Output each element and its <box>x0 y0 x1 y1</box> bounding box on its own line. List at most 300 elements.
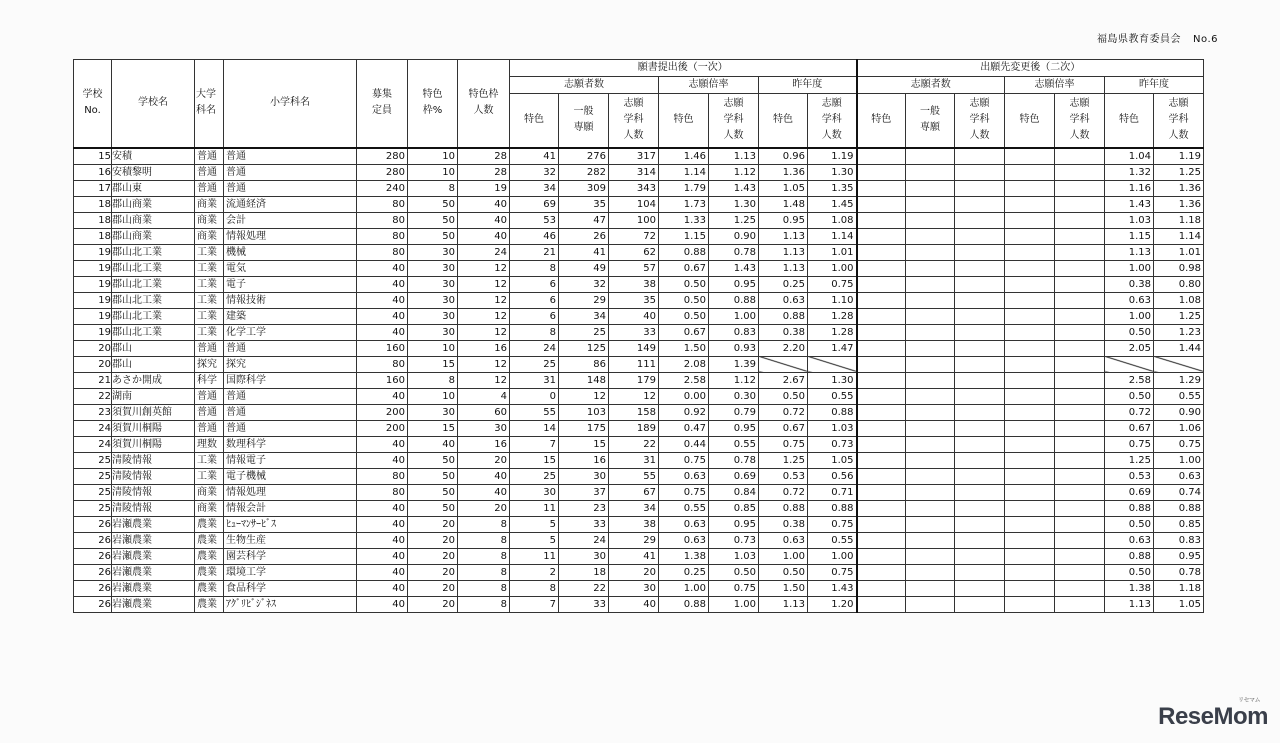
cell-g1-ratio-special: 1.38 <box>659 548 709 564</box>
cell-g1-ratio-special: 0.25 <box>659 564 709 580</box>
cell-capacity: 40 <box>357 308 408 324</box>
cell-g2-general <box>906 420 955 436</box>
cell-g2-prev-total: 0.83 <box>1154 532 1204 548</box>
cell-g2-ratio-total <box>1055 532 1105 548</box>
cell-faculty: 理数 <box>195 436 224 452</box>
cell-g1-prev-total: 0.88 <box>808 404 857 420</box>
table-row <box>74 164 1204 180</box>
cell-g2-prev-special: 0.69 <box>1105 484 1154 500</box>
g2-ratio: 志願倍率 <box>1005 77 1105 94</box>
table-row <box>74 548 1204 564</box>
cell-g2-total <box>955 212 1005 228</box>
cell-g1-ratio-total: 0.88 <box>709 292 759 308</box>
cell-g2-prev-total: 0.55 <box>1154 388 1204 404</box>
cell-g2-total <box>955 228 1005 244</box>
cell-faculty: 工業 <box>195 308 224 324</box>
cell-subject: 流通経済 <box>224 196 357 212</box>
cell-g2-ratio-special <box>1005 308 1055 324</box>
table-row <box>74 308 1204 324</box>
cell-g1-special: 0 <box>510 388 559 404</box>
cell-capacity: 80 <box>357 484 408 500</box>
cell-g2-prev-special: 1.25 <box>1105 452 1154 468</box>
cell-g1-special: 5 <box>510 516 559 532</box>
cell-g1-prev-special: 1.50 <box>759 580 808 596</box>
cell-g1-ratio-total: 1.39 <box>709 356 759 372</box>
cell-school-no: 18 <box>74 196 112 212</box>
cell-g1-prev-special: 0.38 <box>759 516 808 532</box>
cell-subject: 会計 <box>224 212 357 228</box>
g2-applicants: 志願者数 <box>857 77 1005 94</box>
cell-capacity: 160 <box>357 372 408 388</box>
cell-g1-ratio-special: 0.00 <box>659 388 709 404</box>
cell-school-no: 26 <box>74 532 112 548</box>
cell-g1-ratio-total: 0.78 <box>709 452 759 468</box>
cell-g2-prev-special: 1.15 <box>1105 228 1154 244</box>
cell-g2-ratio-total <box>1055 564 1105 580</box>
cell-school-no: 20 <box>74 340 112 356</box>
cell-faculty: 商業 <box>195 484 224 500</box>
cell-g2-total <box>955 388 1005 404</box>
cell-capacity: 80 <box>357 228 408 244</box>
cell-subject: 電気 <box>224 260 357 276</box>
cell-g1-special: 7 <box>510 436 559 452</box>
cell-school-name: 郡山 <box>112 340 195 356</box>
cell-subject: 電子機械 <box>224 468 357 484</box>
cell-g2-prev-total: 0.75 <box>1154 436 1204 452</box>
cell-g1-total: 158 <box>609 404 659 420</box>
cell-g1-prev-special: 0.63 <box>759 292 808 308</box>
cell-special-pct: 20 <box>408 564 458 580</box>
cell-g2-prev-total: 0.80 <box>1154 276 1204 292</box>
cell-subject: 普通 <box>224 420 357 436</box>
cell-special-count: 20 <box>458 500 510 516</box>
cell-g2-prev-total: 0.78 <box>1154 564 1204 580</box>
cell-g2-ratio-total <box>1055 356 1105 372</box>
cell-g1-prev-special: 1.13 <box>759 260 808 276</box>
cell-subject: 情報処理 <box>224 228 357 244</box>
cell-school-no: 19 <box>74 308 112 324</box>
cell-subject: 化学工学 <box>224 324 357 340</box>
table-row <box>74 340 1204 356</box>
cell-g2-prev-special: 0.50 <box>1105 564 1154 580</box>
cell-g1-prev-special: 0.96 <box>759 148 808 165</box>
cell-g2-total <box>955 308 1005 324</box>
cell-g2-ratio-special <box>1005 292 1055 308</box>
cell-faculty: 農業 <box>195 548 224 564</box>
cell-school-name: 須賀川創英館 <box>112 404 195 420</box>
cell-g1-general: 41 <box>559 244 609 260</box>
cell-school-no: 25 <box>74 484 112 500</box>
cell-capacity: 40 <box>357 436 408 452</box>
cell-g2-total <box>955 500 1005 516</box>
cell-g1-prev-total: 0.75 <box>808 276 857 292</box>
cell-g1-total: 41 <box>609 548 659 564</box>
cell-g2-general <box>906 484 955 500</box>
cell-school-name: 安積黎明 <box>112 164 195 180</box>
cell-school-no: 17 <box>74 180 112 196</box>
table-row <box>74 452 1204 468</box>
cell-g2-ratio-total <box>1055 260 1105 276</box>
cell-g1-ratio-total: 0.75 <box>709 580 759 596</box>
cell-school-name: 郡山北工業 <box>112 324 195 340</box>
cell-capacity: 40 <box>357 564 408 580</box>
cell-g2-total <box>955 404 1005 420</box>
g1-ratio: 志願倍率 <box>659 77 759 94</box>
cell-g1-prev-special: 0.63 <box>759 532 808 548</box>
cell-g1-prev-total: 1.19 <box>808 148 857 165</box>
cell-g2-general <box>906 228 955 244</box>
cell-g1-ratio-total: 0.30 <box>709 388 759 404</box>
cell-g1-total: 62 <box>609 244 659 260</box>
g2-subject-total: 志願 学科 人数 <box>955 94 1005 148</box>
cell-capacity: 40 <box>357 292 408 308</box>
cell-g2-prev-total: 1.08 <box>1154 292 1204 308</box>
cell-special-pct: 30 <box>408 244 458 260</box>
cell-g1-prev-total: 1.47 <box>808 340 857 356</box>
cell-g2-ratio-special <box>1005 580 1055 596</box>
cell-g2-special <box>857 244 906 260</box>
cell-g1-prev-total: 0.75 <box>808 516 857 532</box>
cell-g1-total: 30 <box>609 580 659 596</box>
cell-g2-ratio-total <box>1055 212 1105 228</box>
cell-g2-ratio-total <box>1055 308 1105 324</box>
cell-g2-special <box>857 468 906 484</box>
cell-g1-general: 86 <box>559 356 609 372</box>
cell-g1-ratio-special: 1.33 <box>659 212 709 228</box>
resemom-logo <box>1158 698 1268 731</box>
cell-g1-prev-total: 1.35 <box>808 180 857 196</box>
cell-g2-prev-total: 1.05 <box>1154 596 1204 612</box>
cell-faculty: 普通 <box>195 404 224 420</box>
cell-special-pct: 20 <box>408 532 458 548</box>
cell-g2-special <box>857 596 906 612</box>
cell-special-pct: 30 <box>408 324 458 340</box>
cell-school-name: 郡山北工業 <box>112 292 195 308</box>
application-table <box>73 59 1204 613</box>
cell-g2-ratio-total <box>1055 468 1105 484</box>
cell-faculty: 農業 <box>195 564 224 580</box>
cell-special-pct: 10 <box>408 164 458 180</box>
cell-g1-total: 22 <box>609 436 659 452</box>
cell-g1-special: 8 <box>510 260 559 276</box>
cell-g1-prev-special: 0.72 <box>759 404 808 420</box>
cell-school-name: 岩瀬農業 <box>112 564 195 580</box>
cell-school-name: 郡山北工業 <box>112 276 195 292</box>
table-row <box>74 580 1204 596</box>
cell-g1-general: 35 <box>559 196 609 212</box>
cell-g2-ratio-total <box>1055 148 1105 165</box>
cell-special-pct: 15 <box>408 356 458 372</box>
cell-g1-general: 16 <box>559 452 609 468</box>
cell-g1-general: 32 <box>559 276 609 292</box>
cell-school-name: 郡山 <box>112 356 195 372</box>
cell-g1-ratio-total: 1.03 <box>709 548 759 564</box>
cell-g2-ratio-total <box>1055 164 1105 180</box>
cell-g2-total <box>955 292 1005 308</box>
cell-special-count: 12 <box>458 260 510 276</box>
g1-ratio-special: 特色 <box>659 94 709 148</box>
cell-g2-prev-special: 0.75 <box>1105 436 1154 452</box>
cell-g1-prev-special: 0.50 <box>759 564 808 580</box>
cell-faculty: 工業 <box>195 276 224 292</box>
cell-faculty: 商業 <box>195 500 224 516</box>
cell-g2-prev-special: 0.88 <box>1105 548 1154 564</box>
cell-faculty: 工業 <box>195 244 224 260</box>
cell-g1-ratio-total: 1.12 <box>709 164 759 180</box>
cell-g2-prev-total: 1.19 <box>1154 148 1204 165</box>
cell-g2-ratio-total <box>1055 244 1105 260</box>
cell-special-count: 20 <box>458 452 510 468</box>
cell-g2-special <box>857 500 906 516</box>
cell-g2-general <box>906 276 955 292</box>
cell-capacity: 200 <box>357 404 408 420</box>
cell-g1-total: 317 <box>609 148 659 165</box>
cell-g1-total: 40 <box>609 596 659 612</box>
cell-school-no: 25 <box>74 468 112 484</box>
cell-g1-prev-special: 0.50 <box>759 388 808 404</box>
cell-g1-special: 6 <box>510 308 559 324</box>
cell-subject: ｱｸﾞﾘﾋﾞｼﾞﾈｽ <box>224 596 357 612</box>
cell-subject: 普通 <box>224 180 357 196</box>
cell-g2-special <box>857 292 906 308</box>
cell-g1-special: 53 <box>510 212 559 228</box>
cell-g2-special <box>857 356 906 372</box>
cell-g2-ratio-special <box>1005 516 1055 532</box>
cell-g2-prev-special: 1.43 <box>1105 196 1154 212</box>
cell-g2-ratio-total <box>1055 228 1105 244</box>
table-row <box>74 436 1204 452</box>
cell-school-no: 19 <box>74 276 112 292</box>
cell-g2-prev-total <box>1154 356 1204 372</box>
cell-school-no: 26 <box>74 596 112 612</box>
cell-special-count: 12 <box>458 372 510 388</box>
cell-g2-general <box>906 372 955 388</box>
cell-g1-ratio-special: 1.50 <box>659 340 709 356</box>
cell-g2-ratio-special <box>1005 372 1055 388</box>
cell-g2-prev-total: 1.36 <box>1154 196 1204 212</box>
cell-g1-prev-special: 0.53 <box>759 468 808 484</box>
cell-faculty: 工業 <box>195 260 224 276</box>
cell-g1-total: 72 <box>609 228 659 244</box>
cell-special-count: 60 <box>458 404 510 420</box>
cell-subject: 環境工学 <box>224 564 357 580</box>
cell-g1-general: 276 <box>559 148 609 165</box>
cell-g1-ratio-total: 1.25 <box>709 212 759 228</box>
cell-special-count: 12 <box>458 276 510 292</box>
cell-g1-special: 30 <box>510 484 559 500</box>
cell-special-count: 8 <box>458 596 510 612</box>
cell-subject: 数理科学 <box>224 436 357 452</box>
cell-special-count: 40 <box>458 196 510 212</box>
cell-g2-ratio-special <box>1005 356 1055 372</box>
cell-g2-general <box>906 532 955 548</box>
cell-g2-special <box>857 516 906 532</box>
cell-g2-total <box>955 148 1005 165</box>
cell-g2-total <box>955 548 1005 564</box>
cell-g2-prev-special: 1.00 <box>1105 308 1154 324</box>
cell-g1-prev-special: 0.72 <box>759 484 808 500</box>
cell-g1-ratio-special: 0.63 <box>659 532 709 548</box>
cell-subject: 情報電子 <box>224 452 357 468</box>
cell-school-no: 18 <box>74 212 112 228</box>
cell-g2-prev-special: 0.67 <box>1105 420 1154 436</box>
cell-g1-ratio-special: 0.55 <box>659 500 709 516</box>
cell-g2-special <box>857 308 906 324</box>
cell-subject: 情報処理 <box>224 484 357 500</box>
cell-special-pct: 40 <box>408 436 458 452</box>
cell-g1-prev-special: 1.13 <box>759 244 808 260</box>
cell-g1-prev-special: 0.88 <box>759 308 808 324</box>
g1-prev-year: 昨年度 <box>759 77 857 94</box>
cell-capacity: 80 <box>357 468 408 484</box>
cell-g2-ratio-special <box>1005 324 1055 340</box>
cell-g2-total <box>955 596 1005 612</box>
cell-school-no: 25 <box>74 452 112 468</box>
cell-g2-ratio-special <box>1005 276 1055 292</box>
cell-g2-prev-total: 1.01 <box>1154 244 1204 260</box>
cell-subject: ﾋｭｰﾏﾝｻｰﾋﾞｽ <box>224 516 357 532</box>
cell-g2-general <box>906 500 955 516</box>
cell-g1-special: 25 <box>510 468 559 484</box>
cell-special-pct: 30 <box>408 276 458 292</box>
cell-capacity: 40 <box>357 580 408 596</box>
cell-g1-general: 22 <box>559 580 609 596</box>
cell-g1-general: 148 <box>559 372 609 388</box>
cell-g2-special <box>857 532 906 548</box>
cell-g2-general <box>906 516 955 532</box>
cell-g2-general <box>906 148 955 165</box>
cell-g2-prev-special: 0.63 <box>1105 532 1154 548</box>
cell-g1-total: 38 <box>609 516 659 532</box>
cell-g1-prev-special: 1.05 <box>759 180 808 196</box>
cell-special-count: 12 <box>458 356 510 372</box>
cell-g1-prev-total: 1.14 <box>808 228 857 244</box>
cell-g1-special: 21 <box>510 244 559 260</box>
cell-g2-ratio-special <box>1005 164 1055 180</box>
cell-g1-ratio-total: 1.12 <box>709 372 759 388</box>
cell-g2-prev-special: 0.50 <box>1105 324 1154 340</box>
cell-g2-general <box>906 324 955 340</box>
cell-g2-ratio-total <box>1055 324 1105 340</box>
g1-ratio-total: 志願 学科 人数 <box>709 94 759 148</box>
cell-g1-prev-total <box>808 356 857 372</box>
cell-school-name: 岩瀬農業 <box>112 532 195 548</box>
cell-g2-general <box>906 180 955 196</box>
cell-g1-ratio-special: 0.50 <box>659 292 709 308</box>
col-capacity: 募集 定員 <box>357 60 408 148</box>
group-second: 出願先変更後（二次） <box>857 60 1204 77</box>
cell-school-name: 清陵情報 <box>112 484 195 500</box>
g1-general: 一般 専願 <box>559 94 609 148</box>
cell-g2-prev-total: 0.90 <box>1154 404 1204 420</box>
cell-g2-total <box>955 580 1005 596</box>
cell-g1-ratio-special: 1.79 <box>659 180 709 196</box>
cell-g2-ratio-special <box>1005 500 1055 516</box>
table-row <box>74 244 1204 260</box>
cell-g2-ratio-special <box>1005 260 1055 276</box>
cell-g2-special <box>857 196 906 212</box>
cell-g1-ratio-special: 0.88 <box>659 244 709 260</box>
cell-g1-prev-total: 0.71 <box>808 484 857 500</box>
cell-subject: 建築 <box>224 308 357 324</box>
cell-g1-prev-total: 1.08 <box>808 212 857 228</box>
cell-g1-total: 149 <box>609 340 659 356</box>
cell-g1-ratio-special: 0.67 <box>659 260 709 276</box>
cell-g1-total: 314 <box>609 164 659 180</box>
cell-g2-special <box>857 580 906 596</box>
cell-g1-general: 30 <box>559 548 609 564</box>
cell-g2-prev-special: 0.50 <box>1105 388 1154 404</box>
cell-g2-general <box>906 308 955 324</box>
cell-g1-ratio-total: 0.55 <box>709 436 759 452</box>
cell-school-no: 16 <box>74 164 112 180</box>
cell-special-count: 19 <box>458 180 510 196</box>
cell-g1-total: 111 <box>609 356 659 372</box>
cell-subject: 食品科学 <box>224 580 357 596</box>
cell-capacity: 40 <box>357 276 408 292</box>
table-row <box>74 388 1204 404</box>
cell-g1-prev-special: 1.13 <box>759 596 808 612</box>
cell-capacity: 80 <box>357 244 408 260</box>
cell-g1-ratio-special: 0.63 <box>659 468 709 484</box>
cell-g2-ratio-total <box>1055 292 1105 308</box>
cell-g2-prev-special: 1.32 <box>1105 164 1154 180</box>
cell-capacity: 40 <box>357 596 408 612</box>
cell-g2-special <box>857 276 906 292</box>
cell-g2-ratio-total <box>1055 388 1105 404</box>
cell-special-pct: 15 <box>408 420 458 436</box>
table-row <box>74 420 1204 436</box>
cell-g2-total <box>955 484 1005 500</box>
cell-g1-special: 24 <box>510 340 559 356</box>
cell-special-count: 8 <box>458 532 510 548</box>
cell-g2-ratio-total <box>1055 420 1105 436</box>
cell-g1-prev-total: 0.73 <box>808 436 857 452</box>
cell-special-pct: 30 <box>408 308 458 324</box>
cell-g1-special: 11 <box>510 548 559 564</box>
cell-g2-special <box>857 180 906 196</box>
cell-school-no: 23 <box>74 404 112 420</box>
cell-g1-total: 33 <box>609 324 659 340</box>
cell-g1-total: 29 <box>609 532 659 548</box>
cell-g1-special: 46 <box>510 228 559 244</box>
cell-g2-special <box>857 148 906 165</box>
cell-g1-special: 14 <box>510 420 559 436</box>
cell-g1-prev-total: 0.56 <box>808 468 857 484</box>
cell-g1-ratio-total: 0.90 <box>709 228 759 244</box>
cell-subject: 電子 <box>224 276 357 292</box>
cell-school-name: 湖南 <box>112 388 195 404</box>
cell-faculty: 農業 <box>195 596 224 612</box>
cell-special-pct: 50 <box>408 468 458 484</box>
table-row <box>74 292 1204 308</box>
cell-g1-general: 49 <box>559 260 609 276</box>
cell-special-count: 8 <box>458 564 510 580</box>
g1-prev-total: 志願 学科 人数 <box>808 94 857 148</box>
cell-g2-prev-special: 2.05 <box>1105 340 1154 356</box>
cell-g1-special: 69 <box>510 196 559 212</box>
cell-g2-special <box>857 260 906 276</box>
cell-g1-prev-special: 2.20 <box>759 340 808 356</box>
cell-g2-special <box>857 372 906 388</box>
cell-special-count: 30 <box>458 420 510 436</box>
cell-g1-ratio-special: 0.50 <box>659 308 709 324</box>
cell-g1-ratio-total: 0.73 <box>709 532 759 548</box>
cell-g2-special <box>857 564 906 580</box>
cell-g1-special: 8 <box>510 324 559 340</box>
cell-g1-special: 34 <box>510 180 559 196</box>
cell-faculty: 農業 <box>195 532 224 548</box>
